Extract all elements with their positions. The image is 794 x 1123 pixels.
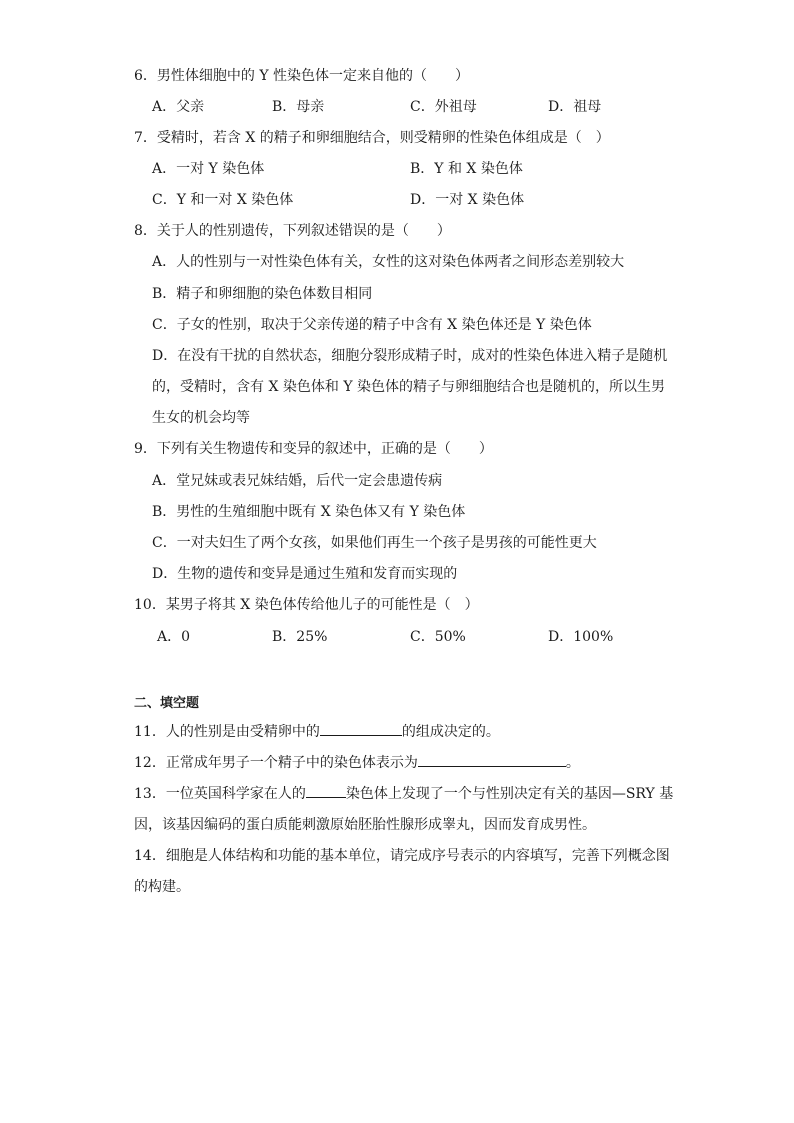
q8-stem: 8．关于人的性别遗传，下列叙述错误的是（ ） — [134, 223, 451, 239]
q13-line1 — [134, 783, 673, 804]
q9-stem: 9．下列有关生物遗传和变异的叙述中，正确的是（ ） — [134, 441, 493, 457]
q6-option-c: C．外祖母 — [410, 99, 477, 115]
q11 — [134, 721, 500, 742]
q14-line1: 14．细胞是人体结构和功能的基本单位，请完成序号表示的内容填写，完善下列概念图 — [134, 848, 670, 864]
q10-stem: 10．某男子将其 X 染色体传给他儿子的可能性是（ ） — [134, 597, 479, 613]
q13-line2: 因，该基因编码的蛋白质能刺激原始胚胎性腺形成睾丸，因而发育成男性。 — [134, 817, 596, 833]
q6-option-b: B．母亲 — [272, 99, 325, 115]
q6-stem: 6．男性体细胞中的 Y 性染色体一定来自他的（ ） — [134, 68, 470, 84]
q12-text-after: 。 — [565, 755, 580, 771]
q6-option-a: A．父亲 — [152, 99, 205, 115]
q7-option-c: C．Y 和一对 X 染色体 — [152, 192, 294, 208]
q8-option-a: A．人的性别与一对性染色体有关，女性的这对染色体两者之间形态差别较大 — [152, 254, 625, 270]
q7-option-b: B．Y 和 X 染色体 — [410, 161, 523, 177]
q9-option-b: B．男性的生殖细胞中既有 X 染色体又有 Y 染色体 — [152, 504, 466, 520]
q13-text-before: 13．一位英国科学家在人的 — [134, 786, 306, 802]
q8-option-b: B．精子和卵细胞的染色体数目相同 — [152, 286, 373, 302]
q12 — [134, 752, 580, 773]
q10-option-b: B．25% — [272, 629, 328, 645]
q12-text-before: 12．正常成年男子一个精子中的染色体表示为 — [134, 755, 418, 771]
q11-text-after: 的组成决定的。 — [401, 724, 500, 740]
q13-blank[interactable] — [306, 783, 346, 798]
q6-option-d: D．祖母 — [548, 99, 602, 115]
q10-option-d: D．100% — [548, 629, 614, 645]
q7-option-d: D．一对 X 染色体 — [410, 192, 525, 208]
q11-blank[interactable] — [320, 721, 402, 736]
q7-option-a: A．一对 Y 染色体 — [152, 161, 265, 177]
q9-option-d: D．生物的遗传和变异是通过生殖和发育而实现的 — [152, 566, 458, 582]
section-title-fill-in: 二、填空题 — [134, 696, 200, 711]
q13-text-after: 染色体上发现了一个与性别决定有关的基因—SRY 基 — [345, 786, 674, 802]
q8-option-d-line1: D．在没有干扰的自然状态，细胞分裂形成精子时，成对的性染色体进入精子是随机 — [152, 348, 668, 364]
q9-option-c: C．一对夫妇生了两个女孩，如果他们再生一个孩子是男孩的可能性更大 — [152, 535, 597, 551]
q10-option-c: C．50% — [410, 629, 466, 645]
q12-blank[interactable] — [418, 752, 566, 767]
q10-option-a: A．0 — [157, 629, 191, 645]
q8-option-c: C．子女的性别，取决于父亲传递的精子中含有 X 染色体还是 Y 染色体 — [152, 317, 592, 333]
q9-option-a: A．堂兄妹或表兄妹结婚，后代一定会患遗传病 — [152, 473, 443, 489]
q8-option-d-line2: 的，受精时，含有 X 染色体和 Y 染色体的精子与卵细胞结合也是随机的，所以生男 — [152, 379, 666, 395]
q14-line2: 的构建。 — [134, 879, 190, 895]
q8-option-d-line3: 生女的机会均等 — [152, 410, 250, 426]
q7-stem: 7．受精时，若含 X 的精子和卵细胞结合，则受精卵的性染色体组成是（ ） — [134, 130, 610, 146]
q11-text-before: 11．人的性别是由受精卵中的 — [134, 724, 320, 740]
